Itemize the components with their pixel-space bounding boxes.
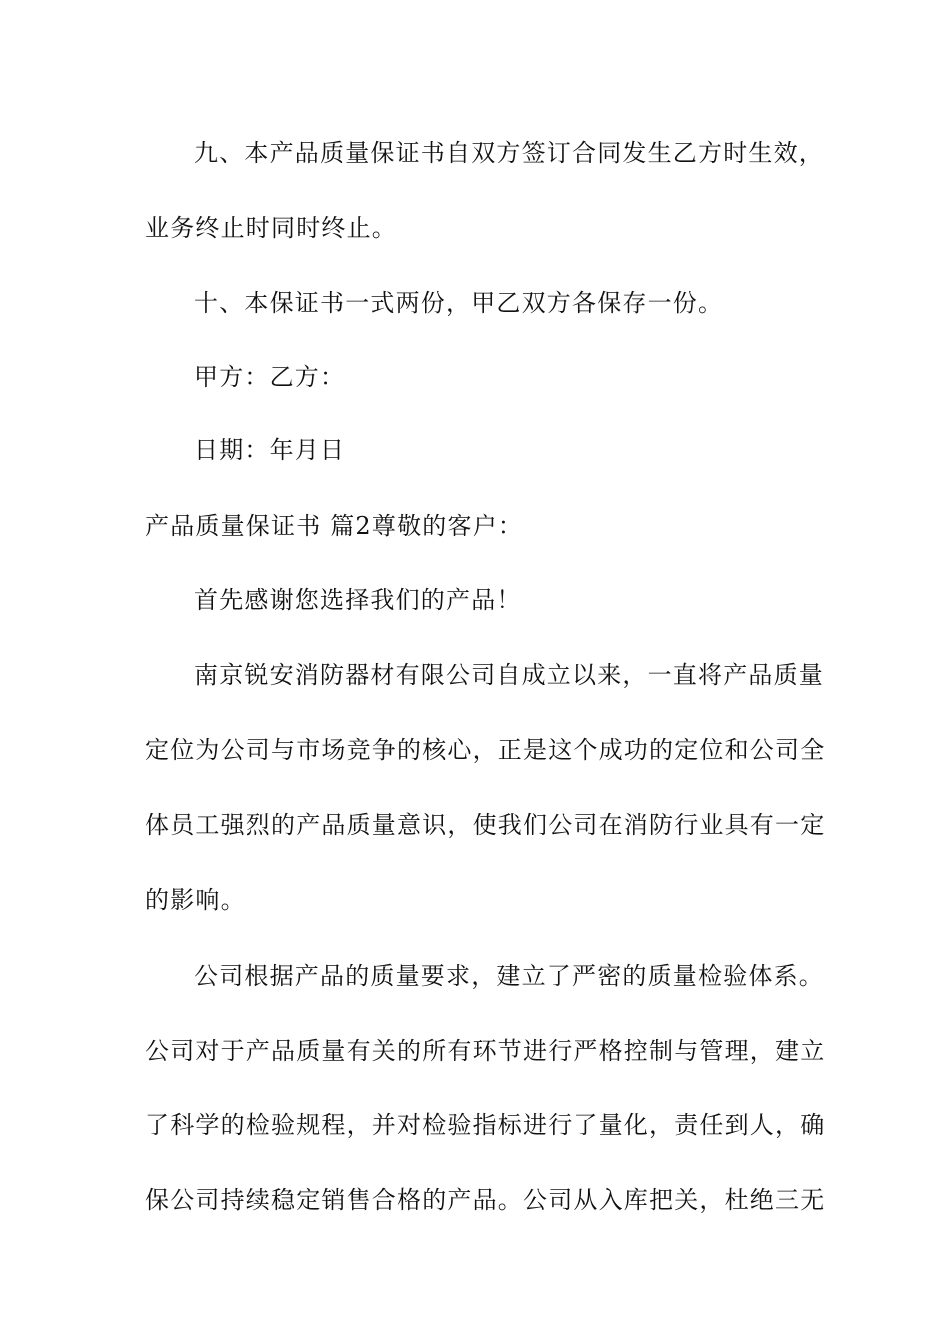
paragraph-2-line-1: 公司根据产品的质量要求，建立了严密的质量检验体系。 — [194, 962, 824, 990]
paragraph-1-line-1: 南京锐安消防器材有限公司自成立以来，一直将产品质量 — [194, 661, 824, 689]
paragraph-2-line-2: 公司对于产品质量有关的所有环节进行严格控制与管理，建立 — [145, 1037, 826, 1065]
paragraph-2-line-3: 了科学的检验规程，并对检验指标进行了量化，责任到人，确 — [145, 1111, 826, 1139]
paragraph-1-line-3: 体员工强烈的产品质量意识，使我们公司在消防行业具有一定 — [145, 811, 826, 839]
paragraph-1-line-4: 的影响。 — [145, 886, 246, 914]
greeting-line: 首先感谢您选择我们的产品！ — [194, 586, 522, 614]
paragraph-2-line-4: 保公司持续稳定销售合格的产品。公司从入库把关，杜绝三无 — [145, 1186, 826, 1214]
paragraph-1-line-2: 定位为公司与市场竞争的核心，正是这个成功的定位和公司全 — [145, 736, 826, 764]
section-heading: 产品质量保证书 篇2尊敬的客户： — [145, 512, 524, 540]
clause-10: 十、本保证书一式两份，甲乙双方各保存一份。 — [194, 289, 724, 317]
signature-date: 日期：年月日 — [194, 436, 346, 464]
signature-parties: 甲方：乙方： — [194, 363, 346, 391]
clause-9-line-1: 九、本产品质量保证书自双方签订合同发生乙方时生效， — [194, 139, 824, 167]
clause-9-line-2: 业务终止时同时终止。 — [145, 214, 397, 242]
